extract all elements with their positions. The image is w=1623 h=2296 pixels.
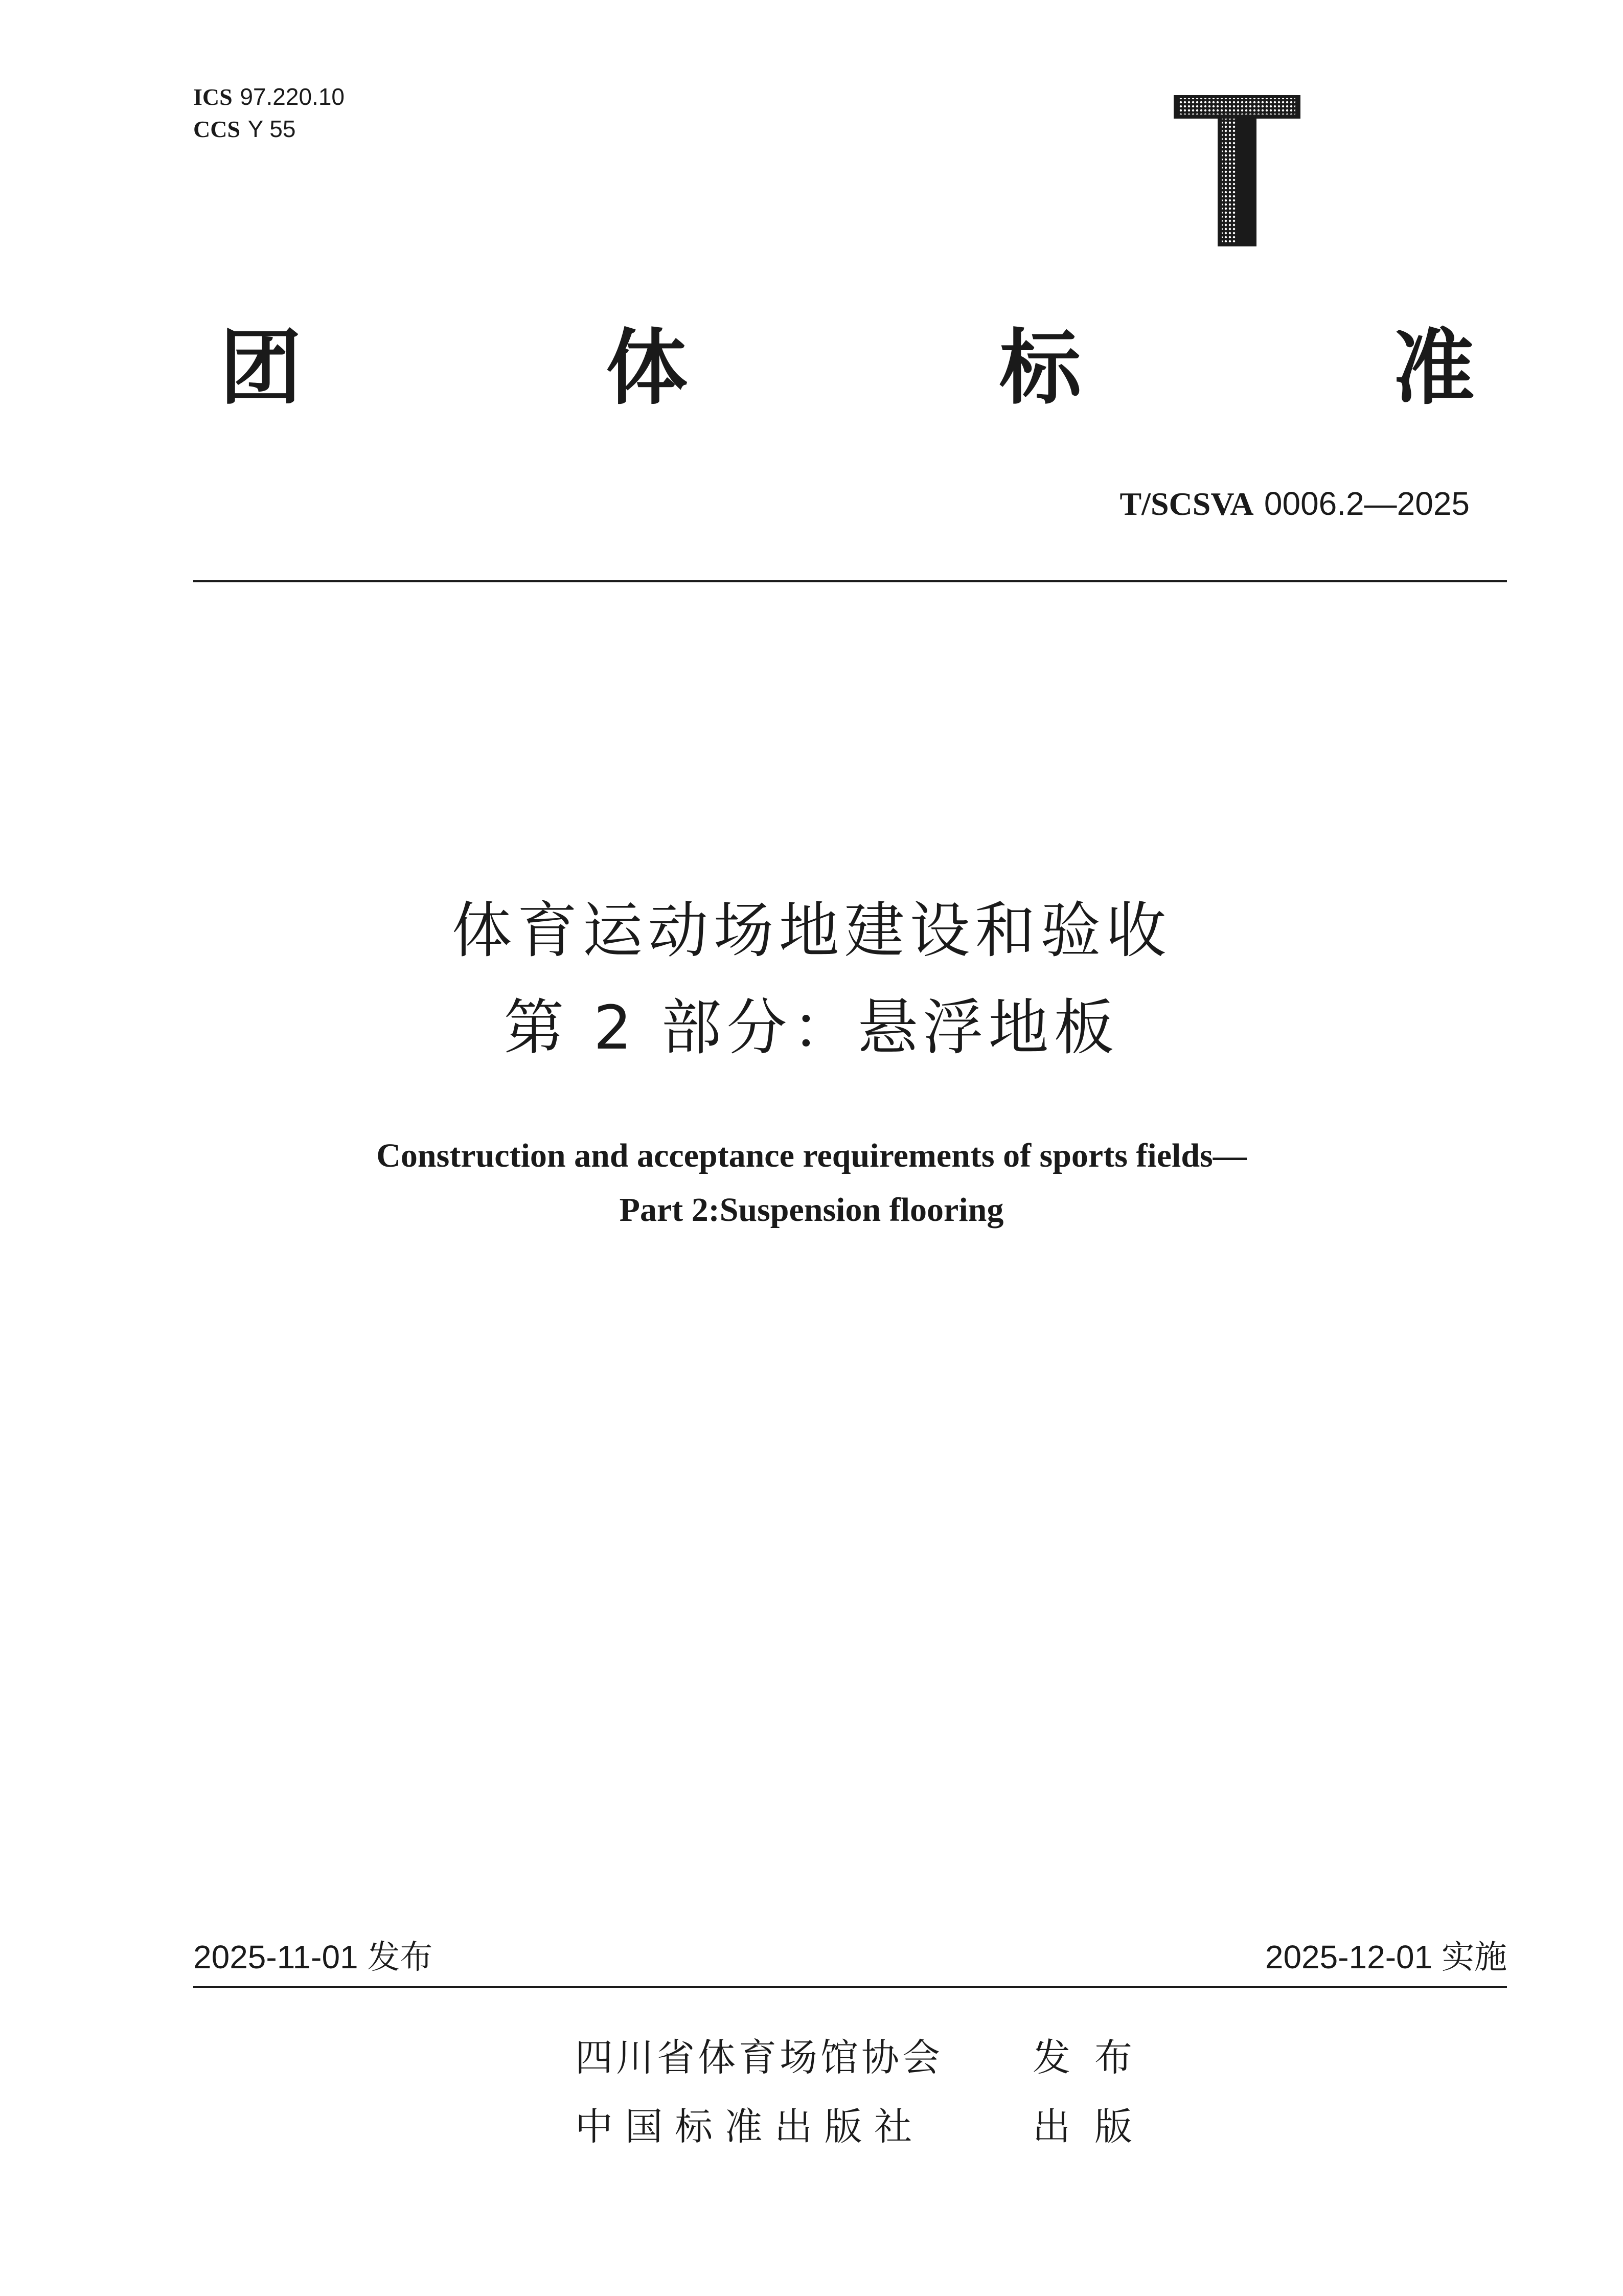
ics-label: ICS [193,84,233,110]
press-role: 出 版 [1033,2105,1133,2149]
implement-date [1265,1937,1507,1978]
standard-type-char-3: 标 [999,320,1082,416]
publisher-role: 发 布 [1033,2036,1133,2080]
english-title-line-2: Part 2:Suspension flooring [619,1191,1004,1229]
t-standard-logo [1171,92,1304,251]
ccs-line [193,113,345,145]
ccs-value: Y 55 [247,116,296,142]
standard-type-char-4: 准 [1393,320,1475,416]
implement-date-label: 实施 [1442,1939,1507,1976]
press-name: 中 国 标 准 出 版 社 [575,2105,912,2149]
publish-date-value: 2025-11-01 [193,1939,358,1975]
ics-line [193,81,345,113]
english-title-line-1: Construction and acceptance requirements of sports fields— [376,1137,1247,1174]
publish-date-label: 发布 [367,1939,433,1976]
implement-date-value: 2025-12-01 [1265,1939,1433,1975]
header-divider [193,580,1507,582]
classification-codes [193,81,345,145]
chinese-title-line-2: 第 2 部分：悬浮地板 [504,992,1119,1063]
chinese-title-line-1: 体育运动场地建设和验收 [451,895,1172,966]
standard-number [1119,483,1470,525]
ics-value: 97.220.10 [240,83,345,110]
standard-type-char-2: 体 [606,320,688,416]
ccs-label: CCS [193,116,241,142]
footer-divider [193,1986,1507,1988]
standard-number-prefix: T/SCSVA [1119,486,1254,522]
publisher-name: 四川省体育场馆协会 [575,2036,943,2080]
standard-number-value: 0006.2—2025 [1264,485,1470,522]
publish-date [193,1937,432,1978]
standard-type-char-1: 团 [220,320,302,416]
